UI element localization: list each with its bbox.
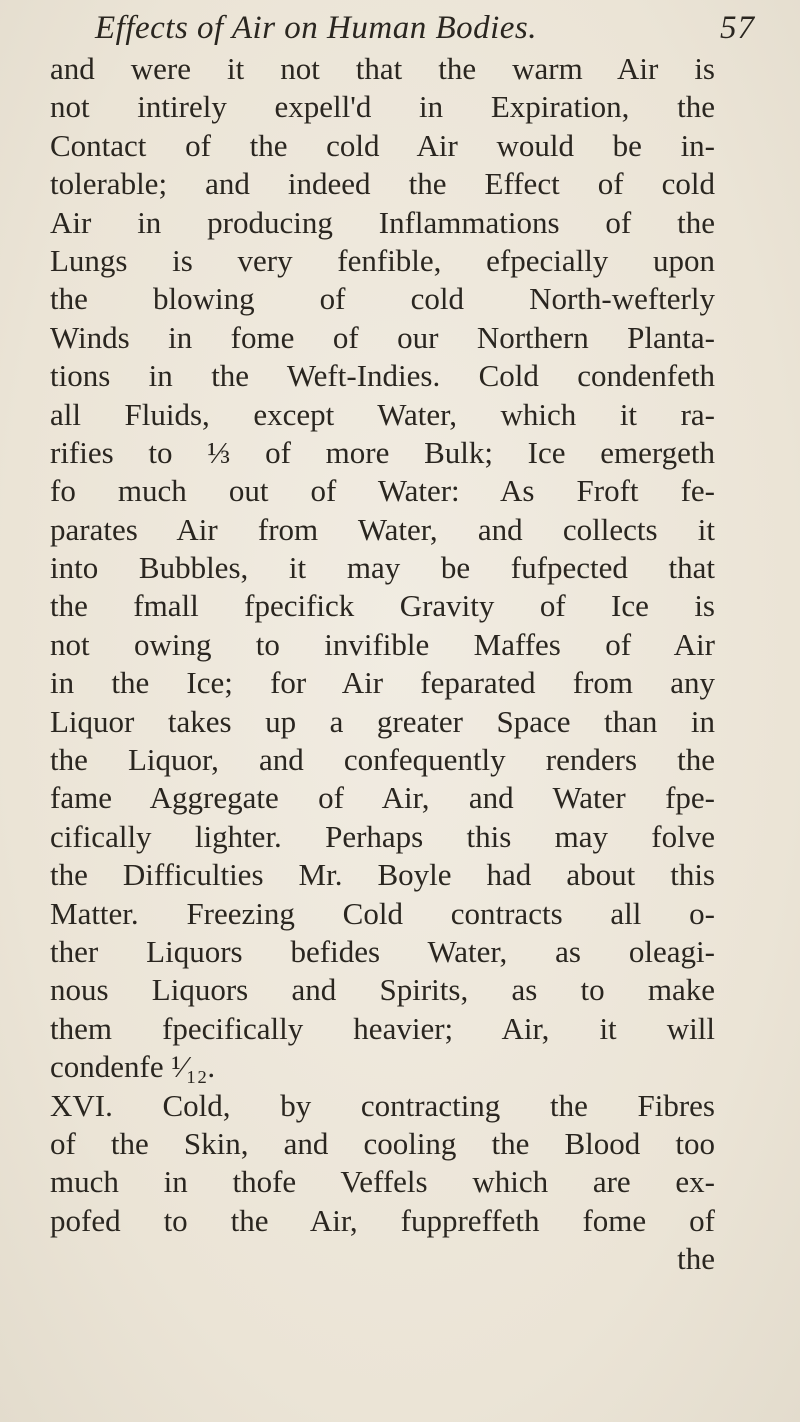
text-line: condenfe ¹⁄₁₂. xyxy=(50,1049,216,1085)
text-line: the fmall fpecifick Gravity of Ice is xyxy=(50,588,715,624)
running-head-part-2: Air on Human Bodies. xyxy=(231,10,538,46)
text-line: them fpecifically heavier; Air, it will xyxy=(50,1010,715,1046)
text-line: not intirely expell'd in Expiration, the xyxy=(50,89,715,125)
text-line: fame Aggregate of Air, and Water fpe- xyxy=(50,780,715,816)
text-line: much in thofe Veffels which are ex- xyxy=(50,1164,715,1200)
text-line: Liquor takes up a greater Space than in xyxy=(50,703,715,739)
running-head xyxy=(95,10,695,47)
text-line: the Liquor, and confequently renders the xyxy=(50,742,715,778)
text-line: cifically lighter. Perhaps this may folve xyxy=(50,818,715,854)
running-head-part-1: Effects of xyxy=(95,10,224,46)
text-line: Matter. Freezing Cold contracts all o- xyxy=(50,895,715,931)
text-line: Air in producing Inflammations of the xyxy=(50,204,715,240)
text-line: all Fluids, except Water, which it ra- xyxy=(50,396,715,432)
text-line: into Bubbles, it may be fufpected that xyxy=(50,550,715,586)
page-number: 57 xyxy=(720,10,755,46)
text-line: ther Liquors befides Water, as oleagi- xyxy=(50,933,715,969)
text-line: XVI. Cold, by contracting the Fibres xyxy=(50,1087,715,1123)
text-line: the Difficulties Mr. Boyle had about this xyxy=(50,857,715,893)
catchword: the xyxy=(677,1241,715,1277)
text-line: rifies to ⅓ of more Bulk; Ice emergeth xyxy=(50,434,715,470)
text-line: Contact of the cold Air would be in- xyxy=(50,127,715,163)
text-line: tions in the Weft-Indies. Cold condenfeth xyxy=(50,358,715,394)
text-line: Winds in fome of our Northern Planta- xyxy=(50,319,715,355)
text-line: pofed to the Air, fuppreffeth fome of xyxy=(50,1202,715,1238)
text-line: fo much out of Water: As Froft fe- xyxy=(50,473,715,509)
text-line: nous Liquors and Spirits, as to make xyxy=(50,972,715,1008)
text-line: in the Ice; for Air feparated from any xyxy=(50,665,715,701)
text-line: Lungs is very fenfible, efpecially upon xyxy=(50,242,715,278)
text-line: tolerable; and indeed the Effect of cold xyxy=(50,166,715,202)
text-line: of the Skin, and cooling the Blood too xyxy=(50,1125,715,1161)
text-line: parates Air from Water, and collects it xyxy=(50,511,715,547)
text-body xyxy=(50,50,715,1279)
text-line: and were it not that the warm Air is xyxy=(50,51,715,86)
text-line: the blowing of cold North-wefterly xyxy=(50,281,715,317)
text-line: not owing to invifible Maffes of Air xyxy=(50,626,715,662)
